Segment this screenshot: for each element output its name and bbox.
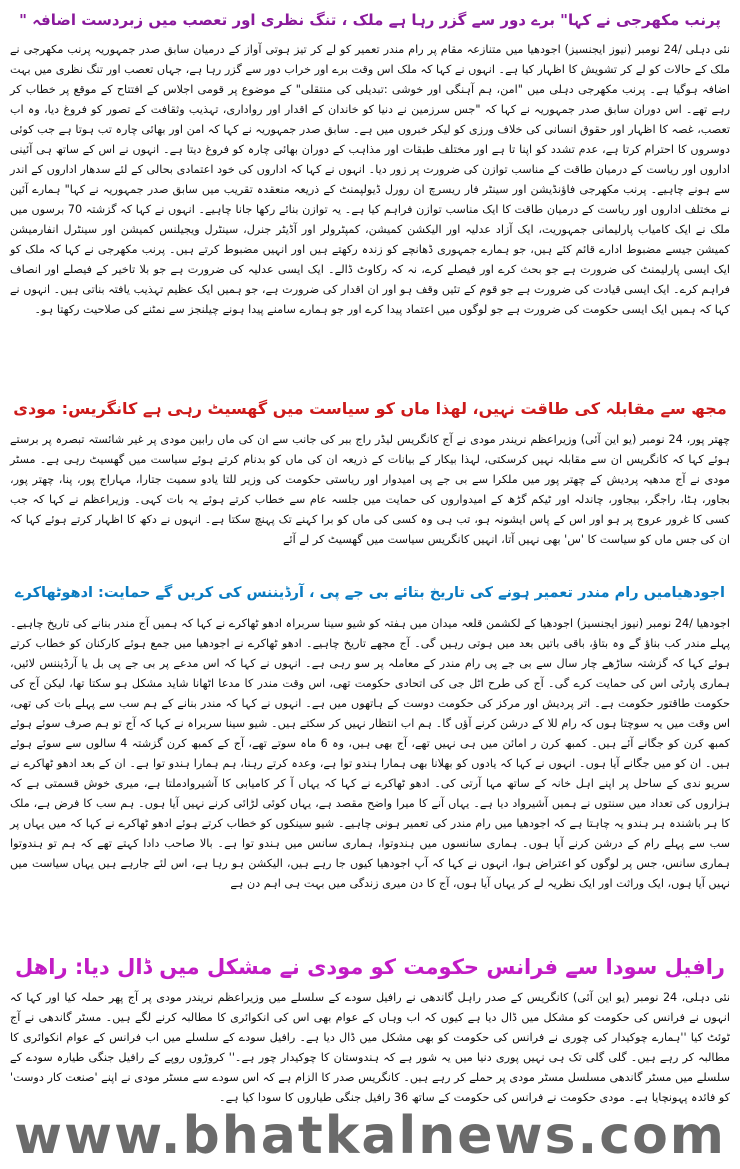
headline-uddhav: اجودھیامیں رام مندر تعمیر ہونے کی تاریخ بتائے بی جے پی ، آرڈیننس کی کریں گے حمایت: ادھوٹھاکرے	[15, 585, 725, 601]
article-body-uddhav: اجودھیا /24 نومبر (نیوز ایجنسیز) اجودھیا کے لکشمن قلعہ میدان میں ہفتہ کو شیو سینا سربراہ ادھو ٹھاکرے نے کہا کہ ہمیں آج مندر بنانے کی تاریخ چاہیے۔ پہلے مندر کب بناؤ گے وہ بتاؤ، باقی باتیں بعد میں ہوتی رہیں گی۔ آج مجھے تاریخ چاہیے۔ ادھو ٹھاکرے نے اجودھیا میں جمع ہوئے کارکنان کو خطاب کرتے ہوئے کہا کہ گزشتہ ساڑھے چار سال سے بی جے پی رام مندر کے معاملہ پر سو رہی ہے۔ انہوں نے کہا کہ اس مدعے پر بی جے پی بل یا آرڈیننس لائیں، ہماری پارٹی اس کی حمایت کرے گی۔ آج کی طرح اٹل جی کی اتحادی حکومت تھی، اس وقت مندر کا مدعا اٹھانا شاید مشکل ہو سکتا تھا، لیکن آج کی حکومت طاقتور حکومت ہے۔ اتر پردیش اور مرکز کی حکومت دوست کے ہاتھوں میں ہے۔ انہوں نے کہا کہ مندر بنانے کے ہم سب سے پہلے بات کی تھی، اس وقت میں یہ سوچتا ہوں کہ رام للا کے درشن کرنے آؤں گا۔ ہم اب انتظار نہیں کر سکتے ہیں۔ شیو سینا سربراہ نے کہا کہ آج تو ہم صرف سوئے ہوئے کمبھ کرن کو جگانے آئے ہیں۔ کمبھ کرن ر امائن میں ہی نہیں تھے، آج بھی ہیں، وہ 6 ماہ سوتے تھے، آج کے کمبھ کرن گزشتہ 4 سالوں سے سوئے ہوئے ہیں۔ ان کو میں جگانے آیا ہوں۔ انہوں نے کہا کہ یادوں کو بھلانا بھی ہمارا ہندو توا ہے، وعدہ کرتے رہنا، ہم ہمارا ہندو توا ہے۔ ان کے بعد ادھو ٹھاکرے نے سریو ندی کے ساحل پر اپنے اہل خانہ کے ساتھ مہا آرتی کی۔ ادھو ٹھاکرے نے کہا کہ یہاں آ کر کامیابی کا آشیروادملتا ہے، میری خوش قسمتی ہے کہ ہزاروں کی تعداد میں سنتوں نے ہمیں آشیرواد دیا ہے۔ یہاں آنے کا میرا واضح مقصد ہے، یہاں کوئی لڑائی کرنے نہیں آیا ہوں۔ ہم سب کا فرض ہے، ملک کا ہر باشندہ ہر ہندو یہ چاہتا ہے کہ اجودھیا میں رام مندر کی تعمیر ہونی چاہیے۔ شیو سینکوں کو خطاب کرتے ہوئے ادھو ٹھاکرے نے کہا کہ میں یہاں پر سب سے پہلے رام کے درشن کرنے آیا ہوں۔ ہماری سانسوں میں ہندوتوا، ہماری سانس میں ہندو توا ہے۔ بالا صاحب دادا کہتے تھے کہ ہم تو ہندوتوا ہماری سانس، جس پر لوگوں کو اعتراض ہوا، انہوں نے کہا کہ آپ اجودھیا کیوں جا رہے ہیں، الیکشن ہو رہا ہے، اس لئے جارہے ہیں یہاں سیاست میں نہیں آیا ہوں، ایک وراثت اور ایک نظریہ لے کر یہاں آیا ہوں، آج کا دن میری زندگی میں بہت ہی اہم دن ہے	[10, 617, 730, 890]
article-body-mukherjee: نئی دہلی /24 نومبر (نیوز ایجنسیز) اجودھیا میں متنازعہ مقام پر رام مندر تعمیر کو لے کر تیز ہوتی آواز کے درمیان سابق صدر جمہوریہ پرنب مکھرجی نے ملک کے حالات کو لے کر تشویش کا اظہار کیا ہے۔ انہوں نے کہا کہ ملک اس وقت برے اور خراب دور سے گزر رہا ہے، جہاں تعصب اور تنگ نظری میں بہت اضافہ ہوگیا ہے۔ پرنب مکھرجی دہلی میں "امن، ہم آہنگی اور خوشی :تبدیلی کی منتقلی" کے موضوع پر قومی اجلاس کے افتتاح کے موقع پر خطاب کر رہے تھے۔ اس دوران سابق صدر جمہوریہ نے کہا کہ "جس سرزمین نے دنیا کو خاندان کے اقدار اور رواداری، تہذیب وثقافت کے تصور کو فروغ دیا، وہ اب تعصب، غصہ کا اظہار اور حقوق انسانی کی خلاف ورزی کو لیکر خبروں میں ہے۔ سابق صدر جمہوریہ نے کہا کہ امن اور بھائی چارہ تب ہوتا ہے جب کوئی دوسروں کا احترام کرتا ہے، عدم تشدد کو اپنا تا ہے اور مختلف طبقات اور مذاہب کے دوران بھائی چارہ کو فروغ دیتا ہے۔ انہوں نے اس کے ساتھ ہی آئینی اداروں اور ریاست کے درمیان طاقت کے مناسب توازن کی ضرورت پر زور دیا۔ انہوں نے کہا کہ اداروں کی خود اعتمادی بحالی کے لئے سدھار اداروں کے اندر سے ہونے چاہیے۔ پرنب مکھرجی فاؤنڈیشن اور سینٹر فار ریسرچ ان رورل ڈیولپمنٹ کے ذریعہ منعقدہ تقریب میں سابق صدر جمہوریہ نے کہا" ہمارے آئین نے مختلف اداروں اور ریاست کے درمیان طاقت کا ایک مناسب توازن فراہم کیا ہے۔ یہ توازن بنائے رکھا جانا چاہیے۔ انہوں نے کہا کہ گزشتہ 70 برسوں میں ملک نے ایک کامیاب پارلیمانی جمہوریت، ایک آزاد عدلیہ اور الیکشن کمیشن، کمپٹرولر اور آڈیٹر جنرل، سینٹرل ویجیلنس کمیشن اور سینٹرل انفارمیشن کمیشن جیسے مضبوط ادارے قائم کئے ہیں، جو ہمارے جمہوری ڈھانچے کو زندہ رکھتے ہیں اور انہیں مضبوط کرتے ہیں۔ پرنب مکھرجی نے کہا کہ ملک کو ایک ایسی پارلیمنٹ کی ضرورت ہے جو بحث کرے اور فیصلے کرے، نہ کہ رکاوٹ ڈالے۔ ایک ایسی عدلیہ کی ضرورت ہے جو بلا تاخیر کے فیصلے اور انصاف فراہم کرے۔ ایک ایسی قیادت کی ضرورت ہے جو قوم کے تئیں وقف ہو اور ان اقدار کی ضرورت ہے، جو ہمیں ایک عظیم تہذیب یافتہ بناتی ہیں۔ انہوں نے کہا کہ ہمیں ایک ایسی حکومت کی ضرورت ہے جو لوگوں میں اعتماد پیدا کرے اور جو ہمارے سامنے پیدا ہونے چیلنجز سے نمٹنے کی صلاحیت رکھتا ہو۔	[10, 43, 730, 316]
article-body-rahul: نئی دہلی، 24 نومبر (یو این آئی) کانگریس کے صدر راہل گاندھی نے رافیل سودے کے سلسلے میں وزیراعظم نریندر مودی پر آج پھر حملہ کیا اور کہا کہ انہوں نے فرانس کی حکومت کو مشکل میں ڈال دیا ہے کیوں کہ اب وہاں کے عوام بھی اس کی انکوائری کا مطالبہ کرنے لگے ہیں۔ مسٹر گاندھی نے آج ٹوئٹ کیا ''ہمارے چوکیدار کی چوری نے فرانس کی حکومت کو بھی مشکل میں ڈال دیا ہے۔ رافیل سودے کے سلسلے میں اب فرانس کے عوام انکوائری کا مطالبہ کر رہے ہیں۔ گلی گلی تک ہی نہیں پوری دنیا میں یہ شور ہے کہ ہندوستان کا چوکیدار چور ہے۔'' کروڑوں روپے کے رافیل جنگی طیارہ سودے کے سلسلے میں مسٹر گاندھی مسلسل مسٹر مودی پر حملے کر رہے ہیں۔ کانگریس صدر کا الزام ہے کہ اس سودے سے مسٹر مودی نے اپنے 'صنعت کار دوست' کو فائدہ پہونچایا ہے۔ مودی حکومت نے فرانس کی حکومت کے ساتھ 36 رافیل جنگی طیاروں کا سودا کیا ہے۔	[10, 991, 731, 1104]
site-watermark: www.bhatkalnews.com	[14, 1106, 726, 1166]
headline-modi: مجھ سے مقابلہ کی طاقت نہیں، لھذا ماں کو سیاست میں گھسیٹ رہی ہے کانگریس: مودی	[13, 399, 727, 418]
article-body-modi: چھتر پور، 24 نومبر (یو این آئی) وزیراعظم نریندر مودی نے آج کانگریس لیڈر راج ببر کی جانب سے ان کی ماں رابین مودی پر غیر شائستہ تبصرہ پر برستے ہوئے کہا کہ کانگریس ان سے مقابلہ نہیں کرسکتی، لہذا بیکار کے بیانات کے ذریعہ ان کی ماں کو بدنام کرتے ہوئے سیاست میں گھسیٹ رہی ہے۔ مسٹر مودی نے آج مدھیہ پردیش کے چھتر پور میں ملکرا سے بی جے پی امیدوار اور ریاستی حکومت کی وزیر للتا یادو سمیت جتارا، مہاراج پور، پنا، چھتر پور، بجاور، ہٹا، راجگر، بیجاور، چاندلہ اور ٹیکم گڑھ کے امیدواروں کی حمایت میں جلسہ عام سے خطاب کرتے ہوئے یہ بات کہی۔ وزیراعظم نے کہا کہ جب کسی کا غرور عروج پر ہو اور اس کے پاس ایشونہ ہو، تب ہی وہ کسی کی ماں کو برا کہنے تک پہنچ سکتا ہے۔ انہوں نے دکھ کا اظہار کرتے ہوئے کہا کہ ان کی جس ماں کو سیاست کا 'س' بھی نہیں آتا، انہیں کانگریس سیاست میں گھسیٹ کر لے آئے	[10, 433, 730, 546]
headline-mukherjee: پرنب مکھرجی نے کہا" برے دور سے گزر رہا ہے ملک ، تنگ نظری اور تعصب میں زبردست اضافہ "	[19, 11, 721, 29]
headline-rahul: رافیل سودا سے فرانس حکومت کو مودی نے مشکل میں ڈال دیا: راھل	[14, 955, 726, 979]
